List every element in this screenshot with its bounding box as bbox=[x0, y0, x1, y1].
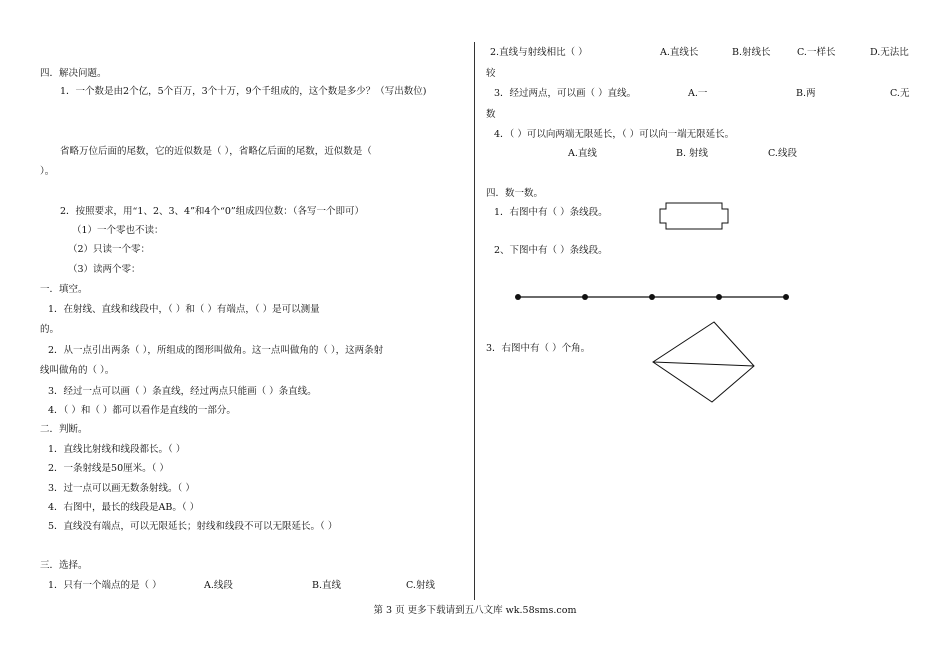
choose-question-3-option-a: A.一 bbox=[688, 88, 708, 99]
line-point bbox=[649, 294, 655, 300]
fill-question-2: 2．从一点引出两条（ ），所组成的图形叫做角。这一点叫做角的（ ），这两条射 bbox=[48, 345, 384, 356]
choose-question-1-option-a: A.线段 bbox=[204, 580, 233, 591]
line-point bbox=[582, 294, 588, 300]
choose-question-2-cont: 较 bbox=[486, 68, 496, 79]
solve-section-title: 四．解决问题。 bbox=[40, 68, 107, 79]
choose-question-2-option-a: A.直线长 bbox=[660, 47, 699, 58]
fill-question-2-cont: 线叫做角的（ ）。 bbox=[40, 365, 115, 376]
solve-question-1: 1．一个数是由2个亿，5个百万，3个十万，9个千组成的，这个数是多少？（写出数位) bbox=[60, 86, 427, 97]
page-footer: 第 3 页 更多下载请到五八文库 wk.58sms.com bbox=[373, 605, 577, 616]
judge-section-title: 二．判断。 bbox=[40, 424, 88, 435]
choose-question-2-option-c: C.一样长 bbox=[797, 47, 836, 58]
judge-question-3: 3．过一点可以画无数条射线。（ ） bbox=[48, 483, 195, 494]
choose-question-4-option-c: C.线段 bbox=[768, 148, 797, 159]
choose-question-4-option-b: B. 射线 bbox=[676, 148, 709, 159]
column-divider bbox=[474, 42, 475, 600]
solve-question-1-approx-end: ）。 bbox=[40, 166, 55, 177]
judge-question-5: 5．直线没有端点，可以无限延长；射线和线段不可以无限延长。（ ） bbox=[48, 521, 338, 532]
judge-question-1: 1．直线比射线和线段都长。（ ） bbox=[48, 444, 186, 455]
choose-question-1-option-c: C.射线 bbox=[406, 580, 435, 591]
count-question-2: 2、下图中有（ ）条线段。 bbox=[494, 245, 608, 256]
choose-question-3: 3．经过两点，可以画（ ）直线。 bbox=[494, 88, 637, 99]
line-point bbox=[783, 294, 789, 300]
choose-question-2-option-b: B.射线长 bbox=[732, 47, 771, 58]
choose-question-2: 2.直线与射线相比（ ） bbox=[490, 47, 588, 58]
choose-question-3-option-b: B.两 bbox=[796, 88, 816, 99]
choose-question-2-option-d: D.无法比 bbox=[870, 47, 909, 58]
solve-question-2-a: （1）一个零也不读： bbox=[72, 225, 164, 236]
choose-question-1: 1．只有一个端点的是（ ） bbox=[48, 580, 162, 591]
fill-section-title: 一．填空。 bbox=[40, 284, 88, 295]
judge-question-2: 2．一条射线是50厘米。（ ） bbox=[48, 463, 169, 474]
choose-question-4: 4．（ ）可以向两端无限延长，（ ）可以向一端无限延长。 bbox=[494, 129, 735, 140]
solve-question-2-b: （2）只读一个零： bbox=[68, 244, 151, 255]
line-point bbox=[716, 294, 722, 300]
solve-question-1-approx: 省略万位后面的尾数，它的近似数是（ ），省略亿后面的尾数，近似数是（ bbox=[60, 146, 372, 157]
judge-question-4: 4．右图中，最长的线段是AB。（ ） bbox=[48, 502, 200, 513]
solve-question-2: 2．按照要求，用“1、2、3、4”和4个“0”组成四位数：（各写一个即可） bbox=[60, 206, 364, 217]
count-question-1: 1．右图中有（ ）条线段。 bbox=[494, 207, 608, 218]
choose-question-4-option-a: A.直线 bbox=[568, 148, 597, 159]
line-point bbox=[515, 294, 521, 300]
count-question-3: 3．右图中有（ ）个角。 bbox=[486, 343, 591, 354]
solve-question-2-c: （3）读两个零： bbox=[68, 264, 141, 275]
fill-question-1-cont: 的。 bbox=[40, 324, 60, 335]
choose-question-3-option-c: C.无 bbox=[890, 88, 910, 99]
choose-question-3-cont: 数 bbox=[486, 109, 496, 120]
choose-question-1-option-b: B.直线 bbox=[312, 580, 342, 591]
points-on-line-figure bbox=[512, 291, 792, 303]
fill-question-1: 1．在射线、直线和线段中，（ ）和（ ）有端点，（ ）是可以测量 bbox=[48, 304, 320, 315]
fill-question-4: 4．（ ）和（ ）都可以看作是直线的一部分。 bbox=[48, 405, 236, 416]
count-section-title: 四．数一数。 bbox=[486, 188, 544, 199]
fill-question-3: 3．经过一点可以画（ ）条直线，经过两点只能画（ ）条直线。 bbox=[48, 386, 317, 397]
segment-shape-figure bbox=[658, 202, 730, 230]
angle-kite-figure bbox=[650, 320, 756, 404]
choose-section-title: 三．选择。 bbox=[40, 560, 88, 571]
